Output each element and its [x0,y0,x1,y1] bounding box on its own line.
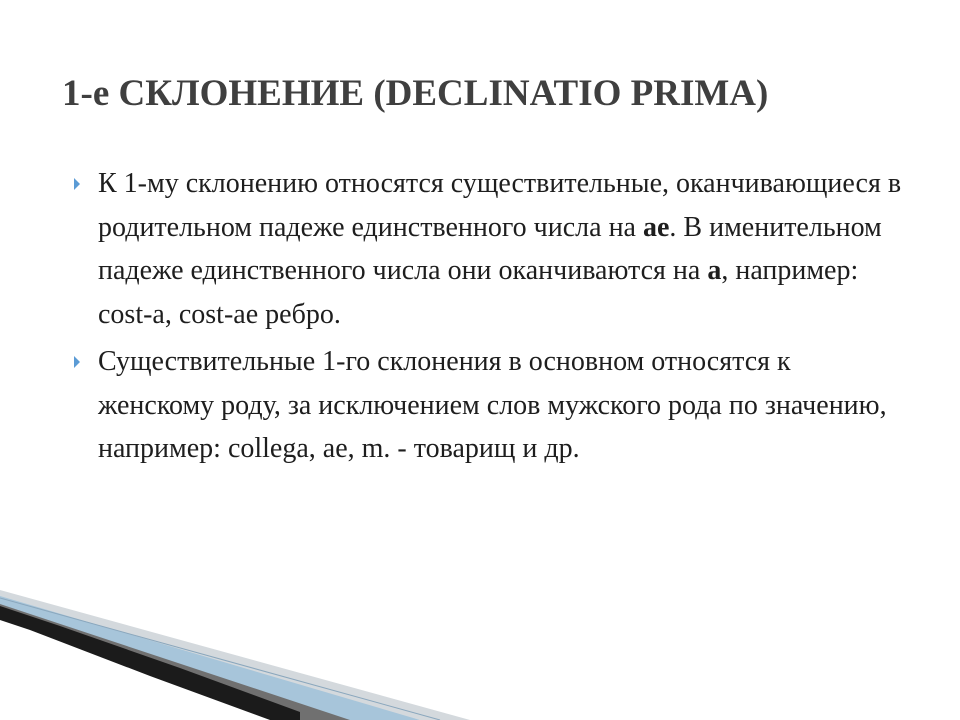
bullet-text-1 [98,168,901,330]
bullet-1-text-part: . В именительном падеже единственного числа они оканчиваются на [98,211,882,286]
bullet-item-2 [72,340,912,471]
slide-title: 1-е СКЛОНЕНИЕ (DECLINATIO PRIMA) [62,73,769,114]
bullet-item-1 [72,162,912,336]
bullet-list [72,162,912,471]
bullet-text-2 [98,346,887,464]
decor-light-blue-band [0,596,420,720]
bullet-2-text-part: Существительные 1-го склонения в основном относятся к женскому роду, за исключением слов мужского рода по значению, например: collega, ae, m. - товарищ и др. [98,346,887,464]
decor-dark-band [0,606,300,720]
decor-thin-line [0,598,440,720]
bullet-1-text-part: К 1-му склонению относятся существительные, оканчивающиеся в родительном падеже единственного числа на [98,168,902,243]
bullet-1-bold-ending-a: a [707,255,722,286]
decor-mid-band [0,604,350,720]
bullet-1-text-part: , например: cost-a, cost-ae ребро. [98,255,859,330]
arrow-right-icon [72,354,82,370]
bullet-1-bold-ending-ae: ae [642,211,670,243]
arrow-right-icon [72,176,82,192]
decor-pale-band [0,590,470,720]
